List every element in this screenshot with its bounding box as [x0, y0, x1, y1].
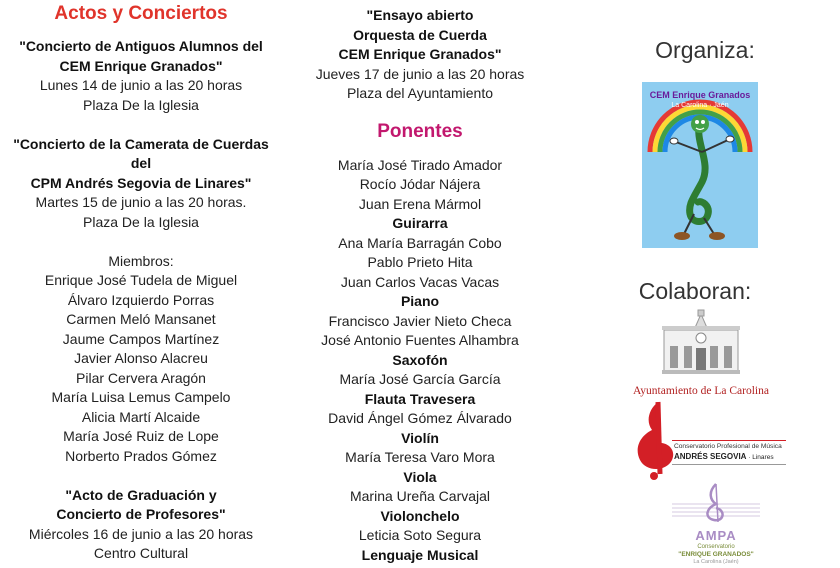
ponente-name: María Teresa Varo Mora — [345, 449, 495, 465]
member-name: Norberto Prados Gómez — [65, 447, 217, 464]
ampa-title: AMPA — [695, 528, 737, 543]
member-name: Carmen Meló Mansanet — [66, 311, 216, 327]
ampa-line2: "ENRIQUE GRANADOS" — [678, 551, 754, 558]
ponente-name: Marina Ureña Carvajal — [349, 488, 491, 504]
cpm-andres-segovia-logo — [628, 400, 786, 480]
ponente-name: Rocío Jódar Nájera — [359, 176, 481, 192]
town-hall-icon — [626, 308, 776, 378]
cpm-line1: Conservatorio Profesional de Música — [674, 443, 782, 450]
sponsors-column — [590, 0, 820, 65]
instrument-heading: Saxofón — [392, 351, 448, 368]
event2-title-line2: del — [130, 155, 152, 171]
ayuntamiento-logo — [626, 308, 776, 397]
ponente-name: José Antonio Fuentes Alhambra — [321, 332, 519, 348]
ponente-name: Pablo Prieto Hita — [367, 254, 473, 270]
ponentes-heading: Ponentes — [377, 120, 463, 142]
actos-heading: Actos y Conciertos — [54, 3, 228, 24]
event2-title-line1: "Concierto de la Camerata de Cuerdas — [13, 135, 269, 152]
instrument-heading: Flauta Travesera — [364, 390, 476, 407]
event1-title-line1: "Concierto de Antiguos Alumnos del — [19, 38, 263, 54]
event4-title-line2: Orquesta de Cuerda — [353, 26, 487, 43]
ampa-logo — [666, 482, 766, 566]
cpm-divider-bottom — [672, 464, 786, 465]
members-label: Miembros: — [108, 252, 174, 269]
events-column — [0, 0, 282, 564]
colaboran-label: Colaboran: — [638, 278, 752, 304]
ponentes-column — [300, 0, 540, 565]
event3-title-line2: Concierto de Profesores" — [56, 506, 226, 522]
ponente-name: David Ángel Gómez Álvarado — [328, 410, 512, 426]
ponente-name: Juan Erena Mármol — [358, 195, 482, 212]
member-name: Alicia Martí Alcaide — [81, 408, 201, 425]
ponente-name: Ana María Barragán Cobo — [338, 234, 502, 251]
member-name: Jaume Campos Martínez — [62, 330, 220, 347]
event2-title-line3: CPM Andrés Segovia de Linares" — [30, 174, 252, 191]
cpm-line2-bold: ANDRÉS SEGOVIA — [674, 452, 747, 461]
ampa-line1: Conservatorio — [697, 544, 735, 550]
cem-enrique-granados-logo — [642, 82, 758, 248]
member-name: Javier Alonso Alacreu — [74, 350, 208, 366]
event4-title-line3: CEM Enrique Granados" — [338, 46, 502, 62]
cem-arc-text: CEM Enrique Granados — [649, 90, 751, 100]
member-name: Pilar Cervera Aragón — [76, 369, 206, 386]
instrument-heading: Violonchelo — [380, 507, 460, 524]
ayuntamiento-text: Ayuntamiento de La Carolina — [633, 385, 769, 397]
colaboran-wrap — [590, 276, 800, 306]
cpm-line2-rest: · Linares — [746, 454, 774, 461]
event4-date: Jueves 17 de junio a las 20 horas — [315, 65, 525, 82]
cpm-line2 — [674, 452, 788, 461]
ponente-name: Leticia Soto Segura — [358, 527, 482, 543]
cem-sub-text: La Carolina · Jaén — [671, 102, 729, 109]
ampa-line3: La Carolina (Jaén) — [693, 559, 739, 565]
event4-place: Plaza del Ayuntamiento — [346, 85, 494, 101]
organiza-label: Organiza: — [655, 37, 755, 63]
instrument-heading: Piano — [400, 293, 440, 309]
member-name: María José Ruiz de Lope — [63, 428, 219, 444]
instrument-heading: Violín — [401, 429, 439, 446]
event3-title-line1: "Acto de Graduación y — [65, 486, 217, 503]
event1-date: Lunes 14 de junio a las 20 horas — [39, 77, 243, 93]
instrument-heading: Viola — [403, 468, 437, 485]
event2-place: Plaza De la Iglesia — [83, 213, 199, 230]
event3-date: Miércoles 16 de junio a las 20 horas — [28, 525, 254, 542]
ponente-name: Juan Carlos Vacas Vacas — [340, 273, 500, 290]
ampa-clef-icon — [666, 482, 766, 524]
member-name: María Luisa Lemus Campelo — [51, 389, 231, 405]
event4-title-line1: "Ensayo abierto — [366, 7, 474, 23]
member-name: Enrique José Tudela de Miguel — [44, 272, 238, 288]
ponente-name: Francisco Javier Nieto Checa — [328, 312, 512, 329]
event3-place: Centro Cultural — [93, 545, 189, 561]
cpm-divider — [672, 440, 786, 441]
instrument-heading: Guirarra — [392, 215, 448, 231]
instrument-heading: Lenguaje Musical — [361, 546, 479, 563]
ponente-name: María José Tirado Amador — [337, 156, 503, 173]
member-name: Álvaro Izquierdo Porras — [67, 291, 215, 308]
event1-place: Plaza De la Iglesia — [83, 96, 199, 113]
ponentes-list — [300, 156, 540, 566]
event2-date: Martes 15 de junio a las 20 horas. — [35, 194, 247, 210]
event1-title-line2: CEM Enrique Granados" — [59, 57, 223, 74]
ponente-name: María José García García — [339, 371, 501, 387]
